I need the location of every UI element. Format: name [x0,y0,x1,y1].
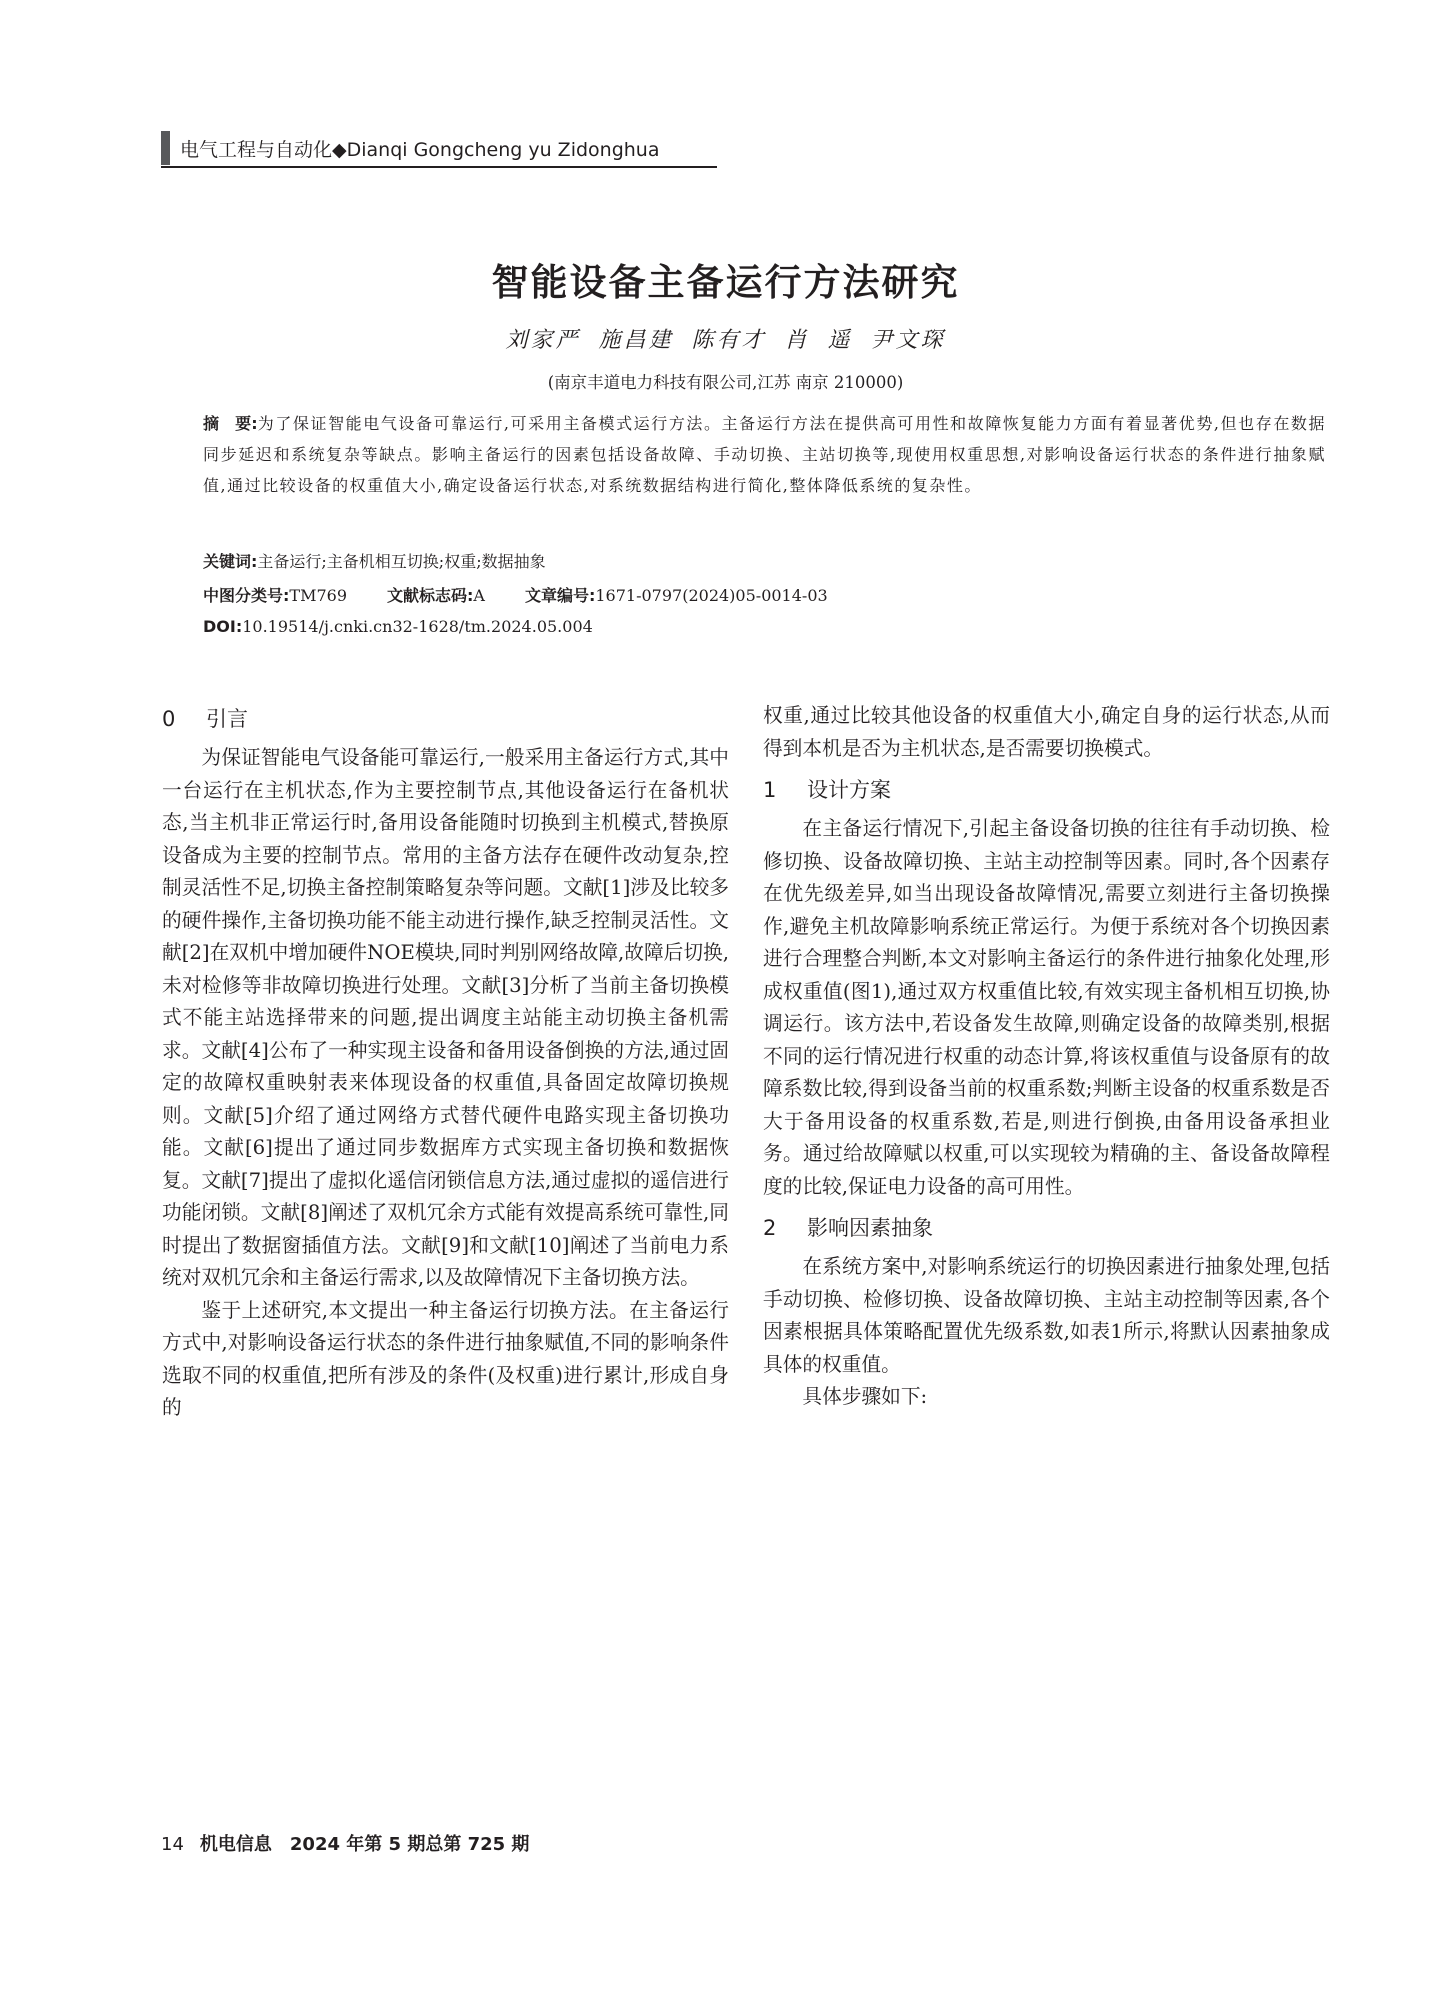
journal-issue: 机电信息 2024 年第 5 期总第 725 期 [199,1834,530,1855]
header-bar [161,131,170,165]
left-column [162,700,729,1425]
header-text: 电气工程与自动化◆Dianqi Gongcheng yu Zidonghua [180,138,660,161]
clc-label: 中图分类号: [203,586,290,605]
design-paragraph: 在主备运行情况下,引起主备设备切换的往往有手动切换、检修切换、设备故障切换、主站主动控制等因素。同时,各个因素存在优先级差异,如当出现设备故障情况,需要立刻进行主备切换操作,避免主机故障影响系统正常运行。为便于系统对各个切换因素进行合理整合判断,本文对影响主备运行的条件进行抽象化处理,形成权重值(图1),通过双方权重值比较,有效实现主备机相互切换,协调运行。该方法中,若设备发生故障,则确定设备的故障类别,根据不同的运行情况进行权重的动态计算,将该权重值与设备原有的故障系数比较,得到设备当前的权重系数;判断主设备的权重系数是否大于备用设备的权重系数,若是,则进行倒换,由备用设备承担业务。通过给故障赋以权重,可以实现较为精确的主、备设备故障程度的比较,保证电力设备的高可用性。 [763,817,1330,1198]
doc-code-label: 文献标志码: [387,586,474,605]
page-number: 14 [161,1834,184,1855]
abstract-text: 为了保证智能电气设备可靠运行,可采用主备模式运行方法。主备运行方法在提供高可用性和故障恢复能力方面有着显著优势,但也存在数据同步延迟和系统复杂等缺点。影响主备运行的因素包括设备故障、手动切换、主站切换等,现使用权重思想,对影响设备运行状态的条件进行抽象赋值,通过比较设备的权重值大小,确定设备运行状态,对系统数据结构进行简化,整体降低系统的复杂性。 [203,414,1326,495]
doi-value: 10.19514/j.cnki.cn32-1628/tm.2024.05.004 [242,617,593,636]
abstract [203,408,1326,501]
header-rule [161,166,717,168]
right-column [763,700,1330,1414]
authors: 刘家严 施昌建 陈有才 肖 遥 尹文琛 [505,328,946,353]
classification [203,583,828,606]
section-number: 1 [763,778,777,802]
section-title: 影响因素抽象 [807,1216,933,1240]
intro-paragraph-2: 鉴于上述研究,本文提出一种主备运行切换方法。在主备运行方式中,对影响设备运行状态的条件进行抽象赋值,不同的影响条件选取不同的权重值,把所有涉及的条件(及权重)进行累计,形成自身的 [162,1298,729,1419]
abstract-label: 摘 要: [203,414,258,433]
keywords-text: 主备运行;主备机相互切换;权重;数据抽象 [257,552,546,571]
doc-code-value: A [473,586,485,605]
keywords [203,549,546,572]
section-title: 设计方案 [807,778,891,802]
intro-paragraph-1: 为保证智能电气设备能可靠运行,一般采用主备运行方式,其中一台运行在主机状态,作为主要控制节点,其他设备运行在备机状态,当主机非正常运行时,备用设备能随时切换到主机模式,替换原设备成为主要的控制节点。常用的主备方法存在硬件改动复杂,控制灵活性不足,切换主备控制策略复杂等问题。文献[1]涉及比较多的硬件操作,主备切换功能不能主动进行操作,缺乏控制灵活性。文献[2]在双机中增加硬件NOE模块,同时判别网络故障,故障后切换,未对检修等非故障切换进行处理。文献[3]分析了当前主备切换模式不能主站选择带来的问题,提出调度主站能主动切换主备机需求。文献[4]公布了一种实现主设备和备用设备倒换的方法,通过固定的故障权重映射表来体现设备的权重值,具备固定故障切换规则。文献[5]介绍了通过网络方式替代硬件电路实现主备切换功能。文献[6]提出了通过同步数据库方式实现主备切换和数据恢复。文献[7]提出了虚拟化遥信闭锁信息方法,通过虚拟的遥信进行功能闭锁。文献[8]阐述了双机冗余方式能有效提高系统可靠性,同时提出了数据窗插值方法。文献[9]和文献[10]阐述了当前电力系统对双机冗余和主备运行需求,以及故障情况下主备切换方法。 [162,746,729,1289]
section-number: 2 [763,1216,777,1240]
section-number: 0 [162,707,176,731]
affiliation: (南京丰道电力科技有限公司,江苏 南京 210000) [547,373,904,392]
factors-paragraph: 在系统方案中,对影响系统运行的切换因素进行抽象处理,包括手动切换、检修切换、设备故障切换、主站主动控制等因素,各个因素根据具体策略配置优先级系数,如表1所示,将默认因素抽象成具体的权重值。 [763,1255,1330,1376]
running-header [161,130,660,166]
section-title: 引言 [206,707,248,731]
clc-value: TM769 [289,586,347,605]
section-heading-0 [162,700,729,738]
page-footer [161,1830,529,1856]
keywords-label: 关键词: [203,552,258,571]
section-heading-2 [763,1209,1330,1247]
steps-paragraph: 具体步骤如下: [802,1385,928,1408]
doi-label: DOI: [203,617,243,636]
section-heading-1 [763,771,1330,809]
article-number-value: 1671-0797(2024)05-0014-03 [595,586,828,605]
paper-title: 智能设备主备运行方法研究 [491,261,960,304]
doi [203,617,593,636]
article-number-label: 文章编号: [524,586,596,605]
intro-paragraph-continued: 权重,通过比较其他设备的权重值大小,确定自身的运行状态,从而得到本机是否为主机状态,是否需要切换模式。 [763,704,1330,760]
